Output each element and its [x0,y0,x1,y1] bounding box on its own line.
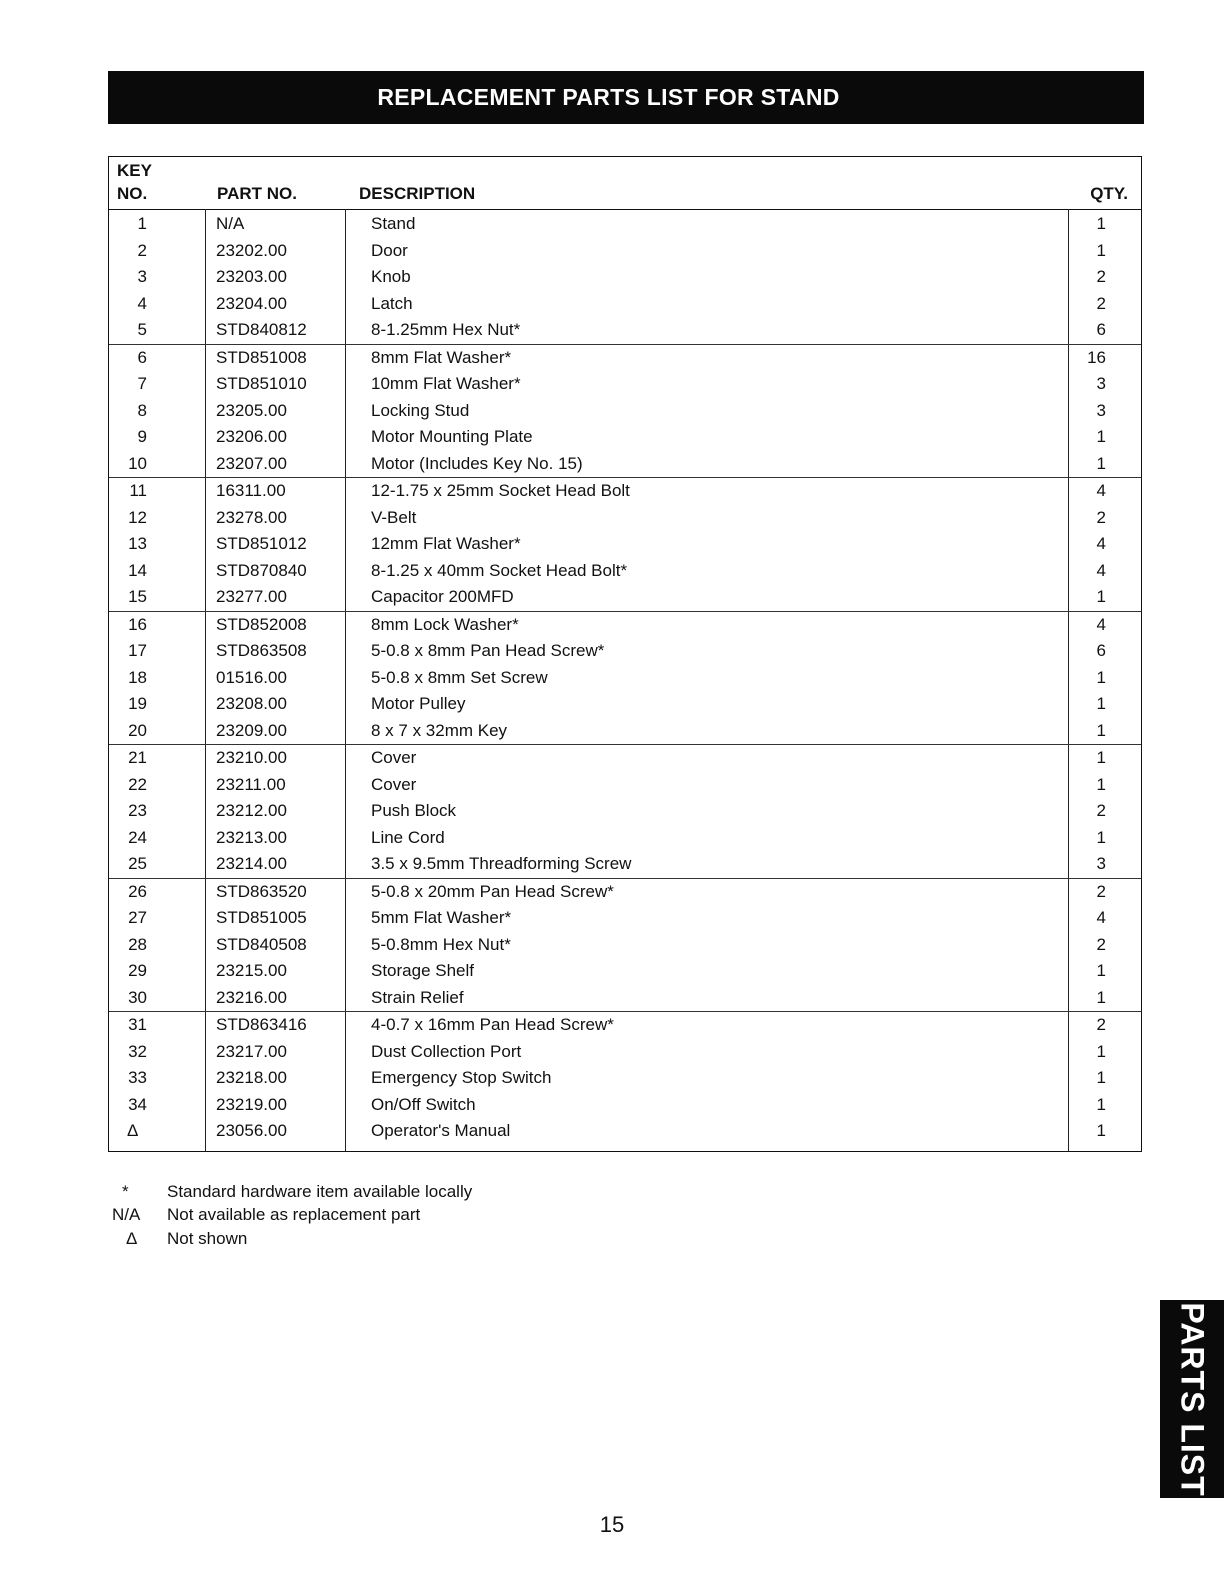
cell-qty: 1 [1096,1094,1106,1114]
cell-part: 23209.00 [205,718,357,745]
page-title-bar [108,71,1144,124]
cell-desc: 8-1.25mm Hex Nut* [357,317,1033,344]
cell-key: 12 [128,507,147,527]
cell-part: 23215.00 [216,961,287,981]
cell-part: 23208.00 [216,694,287,714]
cell-key: 20 [109,718,205,745]
cell-desc: 10mm Flat Washer* [371,374,521,394]
table-row [109,505,1141,532]
cell-desc: 5-0.8 x 8mm Pan Head Screw* [371,641,605,661]
cell-desc: 12mm Flat Washer* [371,534,521,554]
cell-key: 1 [137,214,147,234]
cell-qty: 2 [1096,293,1106,313]
table-row [109,584,1141,611]
header-qty: QTY. [1090,184,1128,203]
cell-key: 15 [109,584,205,611]
header-key-line2: NO. [117,184,148,203]
cell-desc: Cover [371,748,417,768]
cell-qty: 1 [1096,427,1106,447]
cell-key: 33 [128,1068,147,1088]
table-row [109,878,1141,905]
page-number: 15 [599,1512,625,1537]
table-row [109,1092,1141,1119]
footnote [112,1180,472,1204]
cell-desc: Locking Stud [371,400,470,420]
cell-key: 4 [137,293,147,313]
cell-qty: 3 [1096,400,1106,420]
cell-qty: 1 [1033,584,1141,611]
cell-part: 23216.00 [205,985,357,1012]
cell-part: STD851012 [216,534,307,554]
cell-part: 23218.00 [216,1068,287,1088]
cell-desc: Cover [371,774,417,794]
table-row [109,371,1141,398]
footnote [112,1204,472,1228]
cell-desc: Motor (Includes Key No. 15) [357,451,1033,478]
cell-key: 22 [128,774,147,794]
cell-desc: Door [371,240,408,260]
table-row [109,691,1141,718]
cell-qty: 3 [1033,851,1141,878]
header-description: DESCRIPTION [359,184,476,203]
section-tab-label: PARTS LIST [1174,1301,1211,1497]
table-row [109,398,1141,425]
table-row [109,238,1141,265]
cell-part: STD863416 [216,1015,307,1035]
table-row [109,905,1141,932]
table-row [109,291,1141,318]
table-row [109,665,1141,692]
cell-part: 16311.00 [216,481,286,501]
cell-key: 27 [128,908,147,928]
footnote [112,1227,472,1251]
table-row [109,317,1141,344]
cell-desc: Dust Collection Port [371,1041,522,1061]
cell-part: 23217.00 [216,1041,287,1061]
cell-key: 8 [137,400,147,420]
footnote-text: Standard hardware item available locally [167,1181,473,1201]
cell-key: 19 [128,694,147,714]
cell-desc: Latch [371,293,413,313]
cell-part: 01516.00 [216,667,287,687]
cell-part: 23207.00 [205,451,357,478]
table-row [109,531,1141,558]
cell-key: 30 [109,985,205,1012]
cell-part: STD840508 [216,934,307,954]
table-row [109,932,1141,959]
cell-qty: 1 [1096,694,1106,714]
cell-qty: 1 [1096,1121,1106,1141]
cell-qty: 1 [1033,985,1141,1012]
cell-qty: 1 [1096,774,1106,794]
table-row [109,1118,1141,1145]
cell-qty: 1 [1033,718,1141,745]
cell-qty: 2 [1096,267,1106,287]
cell-qty: 3 [1096,374,1106,394]
cell-desc: Storage Shelf [371,961,475,981]
cell-key: 26 [128,881,147,901]
cell-qty: 16 [1087,347,1106,367]
table-row [109,1039,1141,1066]
cell-part: 23214.00 [205,851,357,878]
cell-qty: 1 [1096,1068,1106,1088]
cell-key: 2 [137,240,147,260]
cell-qty: 4 [1096,908,1106,928]
cell-part: STD852008 [216,614,307,634]
cell-part: STD851008 [216,347,307,367]
cell-part: 23210.00 [216,748,287,768]
cell-qty: 1 [1096,961,1106,981]
cell-key: Δ [127,1121,139,1141]
cell-part: 23213.00 [216,827,287,847]
table-header [109,157,1141,210]
table-row [109,851,1141,878]
cell-key: 24 [128,827,147,847]
cell-desc: 5-0.8mm Hex Nut* [371,934,511,954]
header-key-line1: KEY [117,161,152,180]
cell-part: STD840812 [205,317,357,344]
cell-key: 6 [137,347,147,367]
cell-qty: 2 [1096,507,1106,527]
table-row [109,1065,1141,1092]
cell-key: 11 [129,481,147,501]
cell-key: 18 [128,667,147,687]
cell-desc: Motor Pulley [371,694,466,714]
cell-desc: 5-0.8 x 8mm Set Screw [371,667,548,687]
cell-part: 23205.00 [216,400,287,420]
cell-qty: 2 [1096,1015,1106,1035]
cell-key: 9 [137,427,147,447]
table-row [109,985,1141,1012]
table-row [109,344,1141,371]
cell-qty: 2 [1096,934,1106,954]
cell-part: 23056.00 [216,1121,287,1141]
cell-qty: 1 [1096,667,1106,687]
footnote-symbol: * [122,1181,129,1201]
footnote-symbol: N/A [112,1205,141,1225]
section-tab [1160,1300,1224,1498]
cell-part: 23278.00 [216,507,287,527]
table-row [109,718,1141,745]
cell-desc: Capacitor 200MFD [357,584,1033,611]
cell-qty: 4 [1096,481,1106,501]
cell-qty: 4 [1096,614,1106,634]
table-row [109,638,1141,665]
cell-part: STD870840 [216,560,307,580]
cell-desc: Strain Relief [357,985,1033,1012]
cell-key: 17 [128,641,147,661]
footnotes [112,1180,472,1251]
table-row [109,264,1141,291]
cell-part: STD851010 [216,374,307,394]
cell-desc: 3.5 x 9.5mm Threadforming Screw [357,851,1033,878]
cell-key: 29 [128,961,147,981]
table-row [109,211,1141,238]
cell-desc: Motor Mounting Plate [371,427,533,447]
cell-part: STD863520 [216,881,307,901]
header-part-no: PART NO. [217,184,297,203]
cell-desc: 4-0.7 x 16mm Pan Head Screw* [371,1015,614,1035]
table-row [109,611,1141,638]
cell-key: 28 [128,934,147,954]
cell-qty: 1 [1096,214,1106,234]
cell-qty: 2 [1096,801,1106,821]
table-row [109,558,1141,585]
cell-qty: 4 [1096,560,1106,580]
cell-part: 23211.00 [216,774,286,794]
table-row [109,825,1141,852]
cell-part: 23206.00 [216,427,287,447]
cell-key: 10 [109,451,205,478]
cell-part: 23219.00 [216,1094,287,1114]
cell-key: 16 [128,614,147,634]
cell-qty: 6 [1033,317,1141,344]
table-row [109,745,1141,772]
cell-desc: 5-0.8 x 20mm Pan Head Screw* [371,881,614,901]
cell-desc: 8mm Flat Washer* [371,347,512,367]
cell-part: STD851005 [216,908,307,928]
cell-key: 3 [137,267,147,287]
cell-desc: Push Block [371,801,457,821]
cell-key: 5 [109,317,205,344]
cell-key: 7 [137,374,147,394]
cell-part: 23202.00 [216,240,287,260]
cell-desc: Stand [371,214,416,234]
cell-key: 14 [128,560,147,580]
cell-part: 23204.00 [216,293,287,313]
cell-part: 23203.00 [216,267,287,287]
cell-qty: 1 [1033,451,1141,478]
page-title: REPLACEMENT PARTS LIST FOR STAND [377,84,840,110]
cell-part: 23212.00 [216,801,287,821]
cell-qty: 1 [1096,827,1106,847]
footnote-text: Not available as replacement part [167,1205,421,1225]
cell-qty: 6 [1096,641,1106,661]
cell-key: 25 [109,851,205,878]
cell-qty: 4 [1096,534,1106,554]
cell-key: 13 [128,534,147,554]
table-row [109,772,1141,799]
cell-qty: 1 [1096,748,1106,768]
cell-desc: On/Off Switch [371,1094,476,1114]
cell-key: 32 [128,1041,147,1061]
table-row [109,1012,1141,1039]
cell-desc: 8-1.25 x 40mm Socket Head Bolt* [371,560,628,580]
cell-qty: 1 [1096,1041,1106,1061]
cell-key: 34 [128,1094,147,1114]
footnote-symbol: Δ [126,1228,138,1248]
cell-desc: 8 x 7 x 32mm Key [357,718,1033,745]
cell-qty: 2 [1096,881,1106,901]
cell-desc: Line Cord [371,827,445,847]
cell-desc: Emergency Stop Switch [371,1068,552,1088]
cell-qty: 1 [1096,240,1106,260]
table-row [109,424,1141,451]
cell-key: 21 [128,748,147,768]
table-row [109,958,1141,985]
cell-desc: V-Belt [371,507,417,527]
footnote-text: Not shown [167,1228,248,1248]
cell-desc: 8mm Lock Washer* [371,614,519,634]
cell-desc: Operator's Manual [371,1121,511,1141]
cell-key: 23 [128,801,147,821]
table-row [109,451,1141,478]
cell-part: N/A [216,214,245,234]
cell-part: STD863508 [216,641,307,661]
parts-table [108,156,1142,1152]
table-row [109,798,1141,825]
cell-part: 23277.00 [205,584,357,611]
cell-desc: 12-1.75 x 25mm Socket Head Bolt [371,481,630,501]
parts-table-body [109,211,1141,1145]
cell-key: 31 [128,1015,147,1035]
cell-desc: 5mm Flat Washer* [371,908,512,928]
cell-desc: Knob [371,267,411,287]
table-row [109,478,1141,505]
